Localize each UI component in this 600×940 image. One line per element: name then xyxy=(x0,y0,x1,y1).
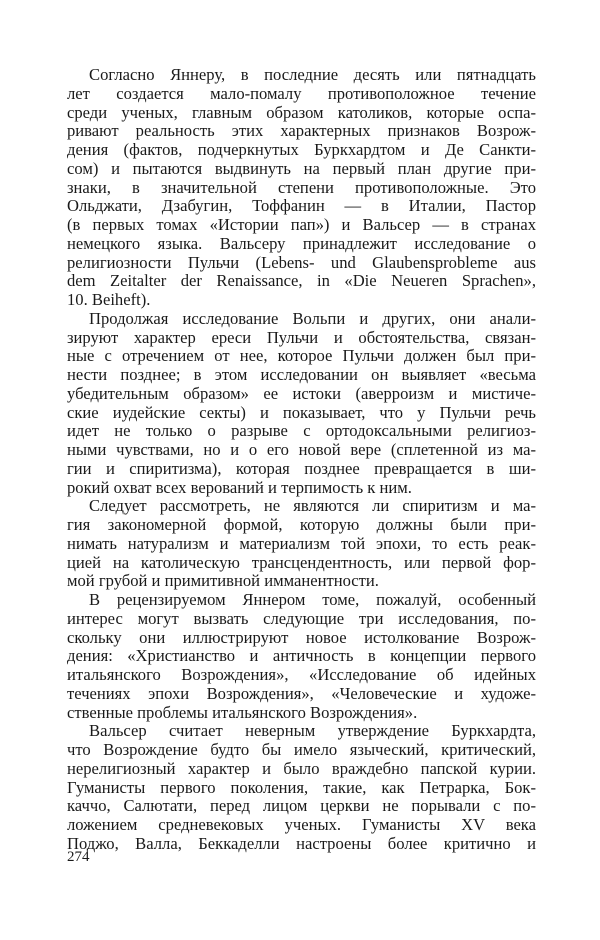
text-line: Поджо, Валла, Беккаделли настроены более критично и xyxy=(67,833,536,853)
text-line: В рецензируемом Яннером томе, пожалуй, особенный xyxy=(89,590,536,609)
text-line: что Возрождение будто бы имело языческий, критический, xyxy=(67,740,536,759)
text-line: 10. Beiheft). xyxy=(67,290,151,309)
text-line: нимать натурализм и материализм той эпохи, то есть реак- xyxy=(67,533,536,553)
text-line: нести позднее; в этом исследовании он выявляет «весьма xyxy=(67,365,536,384)
paragraph xyxy=(67,66,536,310)
text-line: гии и спиритизма), которая позднее превращается в ши- xyxy=(67,458,536,478)
text-line: зируют характер ереси Пульчи и обстоятельства, связан- xyxy=(67,327,536,347)
text-line: сом) и пытаются выдвинуть на первый план другие при- xyxy=(67,158,536,178)
text-line: dem Zeitalter der Renaissance, in «Die Neueren Sprachen», xyxy=(67,271,536,291)
text-line: каччо, Салютати, перед лицом церкви не порывали с по- xyxy=(67,796,536,816)
paragraph xyxy=(67,497,536,591)
text-line: среди ученых, главным образом католиков, которые оспа- xyxy=(67,102,536,122)
text-line: идет не только о разрыве с ортодоксальными религиоз- xyxy=(67,421,536,441)
text-line: Ольджати, Дзабугин, Тоффанин — в Италии, Пастор xyxy=(67,196,536,216)
text-line: Согласно Яннеру, в последние десять или пятнадцать xyxy=(89,65,536,84)
text-line: нерелигиозный характер и было враждебно папской курии. xyxy=(67,758,536,778)
text-line: Гуманисты первого поколения, такие, как Петрарка, Бок- xyxy=(67,777,536,797)
text-line: ривают реальность этих характерных признаков Возрож- xyxy=(67,121,536,141)
text-line: ные с отречением от нее, которое Пульчи должен был при- xyxy=(67,346,536,366)
text-line: лет создается мало-помалу противоположное течение xyxy=(67,83,536,103)
text-line: ственные проблемы итальянского Возрождения». xyxy=(67,702,418,722)
text-line: убедительным образом» ее истоки (аверроизм и мистиче- xyxy=(67,383,536,403)
text-line: религиозности Пульчи (Lebens- und Glaubensprobleme aus xyxy=(67,252,536,272)
text-line: ложением средневековых ученых. Гуманисты XV века xyxy=(67,815,536,834)
text-line: ские иудейские секты) и показывает, что у Пульчи речь xyxy=(67,402,536,422)
text-line: Следует рассмотреть, не являются ли спиритизм и ма- xyxy=(89,496,536,516)
text-line: мой грубой и примитивной имманентности. xyxy=(67,571,379,591)
text-line: Вальсер считает неверным утверждение Буркхардта, xyxy=(89,721,536,741)
page-body-text xyxy=(67,66,536,854)
paragraph xyxy=(67,310,536,498)
text-line: итальянского Возрождения», «Исследование об идейных xyxy=(67,665,536,684)
text-line: рокий охват всех верований и терпимость к ним. xyxy=(67,477,412,497)
text-line: (в первых томах «Истории пап») и Вальсер — в странах xyxy=(67,215,536,234)
text-line: дения: «Христианство и античность в концепции первого xyxy=(67,646,536,666)
text-line: Продолжая исследование Вольпи и других, они анали- xyxy=(89,308,536,328)
paragraph xyxy=(67,722,536,853)
text-line: знаки, в значительной степени противоположные. Это xyxy=(67,177,536,197)
text-line: ными чувствами, но и о его новой вере (сплетенной из ма- xyxy=(67,440,536,459)
text-line: дения (фактов, подчеркнутых Буркхардтом и Де Санкти- xyxy=(67,140,536,159)
text-line: гия закономерной формой, которую должны были при- xyxy=(67,515,536,534)
text-line: интерес могут вызвать следующие три исследования, по- xyxy=(67,608,536,628)
text-line: цией на католическую трансцендентность, или первой фор- xyxy=(67,552,536,572)
text-line: течениях эпохи Возрождения», «Человеческие и художе- xyxy=(67,683,536,703)
text-line: немецкого языка. Вальсеру принадлежит исследование о xyxy=(67,233,536,253)
paragraph xyxy=(67,591,536,722)
text-line: скольку они иллюстрируют новое истолкование Возрож- xyxy=(67,627,536,647)
page-number: 274 xyxy=(67,849,90,865)
